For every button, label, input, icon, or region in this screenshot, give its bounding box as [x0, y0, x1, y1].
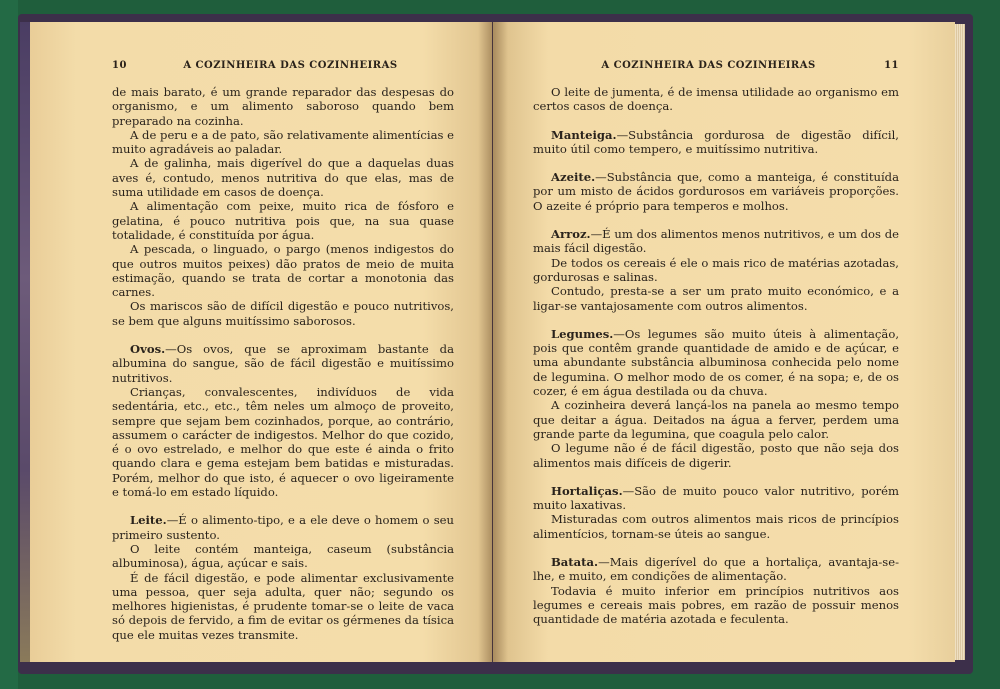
section-term: Azeite. [551, 170, 596, 185]
paragraph: O leite contém manteiga, caseum (substância albuminosa), água, açúcar e sais. [112, 541, 454, 571]
left-page [30, 22, 492, 662]
section-paragraph-azeite: Azeite.—Substância que, como a manteiga, é constituída por um misto de ácidos gordurosos em variáveis proporções. O azeite é próprio para temperos e molhos. [533, 170, 899, 213]
right-page-number: 11 [884, 60, 899, 71]
paragraph: Crianças, convalescentes, indivíduos de vida sedentária, etc., etc., têm neles um almoço de proveito, sempre que sejam bem cozinhados, porque, ao contrário, assumem o carácter de indigestos. Melhor do que cozido, é o ovo estrelado, e melhor do que este é ainda o frito quando clara e gema estejam bem batidas e misturadas. Porém, melhor do que isto, é aquecer o ovo ligeiramente e tomá-lo em estado líquido. [112, 384, 454, 500]
left-page-text [112, 85, 454, 642]
right-running-header [533, 60, 899, 71]
paragraph: Misturadas com outros alimentos mais ricos de princípios alimentícios, tornam-se úteis ao sangue. [533, 512, 899, 541]
paragraph: A de peru e a de pato, são relativamente alimentícias e muito agradáveis ao paladar. [112, 127, 454, 157]
right-page [493, 22, 955, 662]
section-paragraph-batata: Batata.—Mais digerível do que a hortaliça, avantaja-se-lhe, e muito, em condições de alimentação. [533, 555, 899, 584]
paragraph: A cozinheira deverá lançá-los na panela ao mesmo tempo que deitar a água. Deitados na água a ferver, perdem uma grande parte da legumina, que coagula pelo calor. [533, 398, 899, 441]
paragraph: A pescada, o linguado, o pargo (menos indigestos do que outros muitos peixes) dão pratos de meio de muita estimação, quando se trata de cortar a monotonia das carnes. [112, 242, 454, 300]
section-term: Hortaliças. [551, 483, 623, 498]
paragraph: É de fácil digestão, e pode alimentar exclusivamente uma pessoa, quer seja adulta, quer não; segundo os melhores higienistas, é prudente tomar-se o leite de vaca só depois de fervido, a fim de evitar os gérmenes da tísica que ele muitas vezes transmite. [112, 570, 454, 642]
background-left [0, 0, 18, 689]
section-term: Legumes. [551, 326, 614, 341]
paragraph: A alimentação com peixe, muito rica de fósforo e gelatina, é pouco nutritiva pois que, na sua quase totalidade, é constituída por água. [112, 199, 454, 242]
section-paragraph-ovos: Ovos.—Os ovos, que se aproximam bastante da albumina do sangue, são de fácil digestão e muitíssimo nutritivos. [112, 342, 454, 385]
left-page-number: 10 [112, 60, 127, 71]
right-running-head-title: A COZINHEIRA DAS COZINHEIRAS [601, 60, 816, 71]
paragraph: Os mariscos são de difícil digestão e pouco nutritivos, se bem que alguns muitíssimo saborosos. [112, 299, 454, 328]
paragraph: O legume não é de fácil digestão, posto que não seja dos alimentos mais difíceis de digerir. [533, 441, 899, 470]
paragraph: O leite de jumenta, é de imensa utilidade ao organismo em certos casos de doença. [533, 85, 899, 114]
page-edges [955, 24, 965, 660]
section-term: Leite. [130, 513, 167, 528]
paragraph: De todos os cereais é ele o mais rico de matérias azotadas, gordurosas e salinas. [533, 255, 899, 284]
section-paragraph-hortalicas: Hortaliças.—São de muito pouco valor nutritivo, porém muito laxativas. [533, 483, 899, 513]
section-paragraph-arroz: Arroz.—É um dos alimentos menos nutritivos, e um dos de mais fácil digestão. [533, 227, 899, 256]
paragraph: de mais barato, é um grande reparador das despesas do organismo, e um alimento saboroso quando bem preparado na cozinha. [112, 85, 454, 128]
section-paragraph-manteiga: Manteiga.—Substância gordurosa de digestão difícil, muito útil como tempero, e muitíssimo nutritiva. [533, 127, 899, 156]
left-running-header [112, 60, 454, 71]
book-spine-gutter [478, 22, 508, 662]
section-paragraph-legumes: Legumes.—Os legumes são muito úteis à alimentação, pois que contêm grande quantidade de amido e de açúcar, e uma abundante substância albuminosa conhecida pelo nome de legumina. O melhor modo de os comer, é na sopa; e, de os cozer, é em água destilada ou da chuva. [533, 326, 899, 399]
section-term: Arroz. [551, 227, 591, 242]
paragraph: Contudo, presta-se a ser um prato muito económico, e a ligar-se vantajosamente com outros alimentos. [533, 284, 899, 313]
section-term: Manteiga. [551, 127, 617, 142]
section-term: Batata. [551, 555, 599, 570]
right-page-text [533, 85, 899, 627]
paragraph: Todavia é muito inferior em princípios nutritivos aos legumes e cereais mais pobres, em razão de possuir menos quantidade de matéria azotada e feculenta. [533, 583, 899, 627]
section-paragraph-leite: Leite.—É o alimento-tipo, e a ele deve o homem o seu primeiro sustento. [112, 513, 454, 542]
left-running-head-title: A COZINHEIRA DAS COZINHEIRAS [183, 60, 398, 71]
section-term: Ovos. [130, 342, 166, 357]
paragraph: A de galinha, mais digerível do que a daquelas duas aves é, contudo, menos nutritiva do que elas, mas de suma utilidade em casos de doença. [112, 156, 454, 200]
